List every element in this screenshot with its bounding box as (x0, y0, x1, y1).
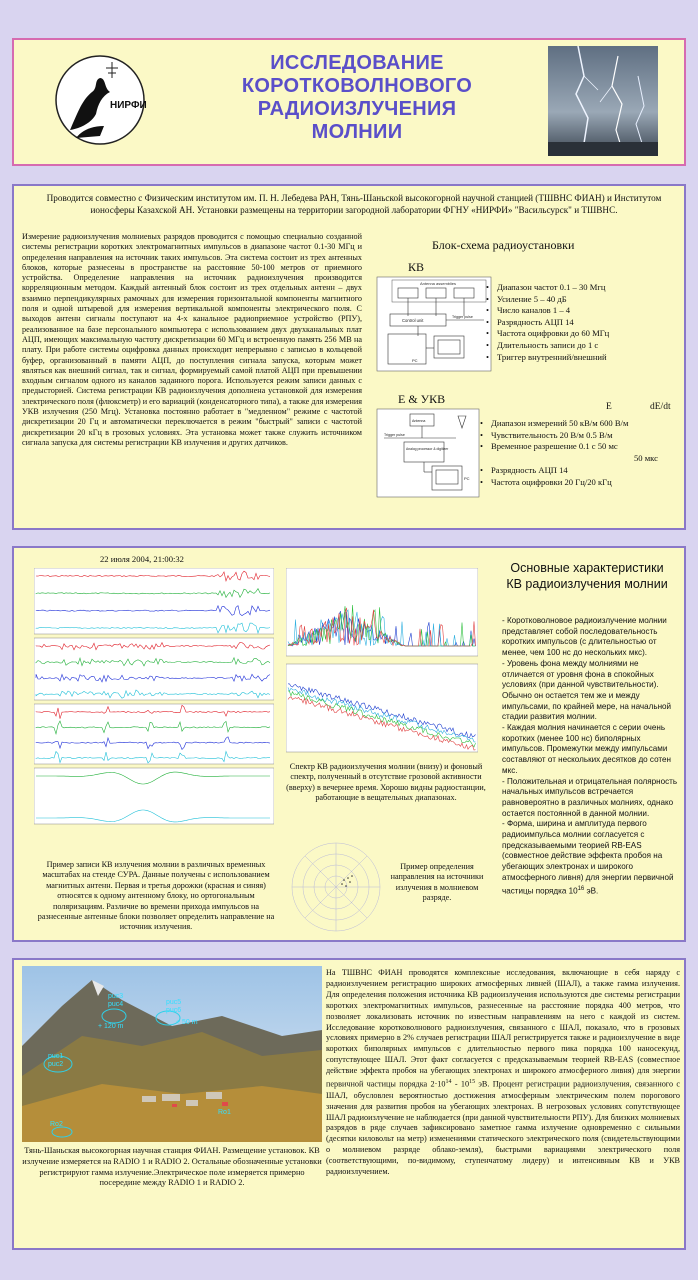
kv-param: • Диапазон частот 0.1 – 30 Мгц (486, 282, 609, 294)
euv-params-list-2 (480, 465, 612, 488)
shal-panel (12, 958, 686, 1250)
polar-caption: Пример определения направления на источники излучения в молниевом разряде. (390, 862, 484, 903)
record-date: 22 июля 2004, 21:00:32 (100, 554, 184, 564)
exponent: 15 (469, 1079, 476, 1086)
photo-label: puc6 (166, 1007, 182, 1014)
title-line: РАДИОИЗЛУЧЕНИЯ (257, 98, 457, 120)
kv-label: КВ (408, 260, 425, 274)
list-item: - Коротковолновое радиоизлучение молнии представляет собой последовательность коротких импульсов (с длительностью от менее, чем 100 нс до нескольких мкс). (502, 616, 667, 658)
list-item: - Положительная и отрицательная полярность начальных импульсов встречается равновероятно в различных молниях, однако остается постоянной в данной молнии. (502, 776, 678, 818)
euv-param: • Чувствительность 20 В/м 0.5 В/м (480, 430, 628, 442)
list-item: - Уровень фона между молниями не отличается от уровня фона в спокойных условиях (при данной чувствительности). Обычно он остается тем же и между импульсами, по крайней мере, на начальной стадии развития молнии. (502, 658, 672, 722)
waveform-plots (34, 568, 274, 850)
list-item (502, 819, 678, 897)
kv-characteristics-heading: Основные характеристики КВ радиоизлучения молнии (506, 561, 668, 591)
spectrum-caption: Спектр КВ радиоизлучения молнии (внизу) и фоновый спектр, полученный в отсутствие грозовой активности (вверху) в вечернее время. Хорошо видны радиостанции, работающие в вещательных диапазонах. (286, 762, 486, 803)
photo-label: Ro2 (50, 1121, 63, 1128)
title-line: МОЛНИИ (311, 121, 403, 143)
e-column-header: E (606, 402, 612, 412)
euv-param-extra: 50 мкс (634, 453, 658, 463)
list-item-text: - Форма, ширина и амплитуда первого радиоимпульса молнии согласуется с предсказываемыми теорией RB-EAS (совместное действие эффекта пробоя на убегающих электронах и широкого атмосферного ливня) для энергии первичной частицы порядка 10 (502, 819, 674, 896)
kv-param: • Усиление 5 – 40 дБ (486, 294, 609, 306)
kv-characteristics-list (502, 616, 678, 897)
block-scheme-title: Блок-схема радиоустановки (432, 238, 575, 252)
shal-text-b: эВ. Процент регистрации радиоизлучения, связанного с ШАЛ, обусловлен вероятностью достижения атмосферным электрическим полем порогового значения для развития пробоя на убегающих электронах. В негрозовых условиях сопутствующее ШАЛ радиоизлучение не наблюдается (при данной чувствительности РПУ). Для близких молниевых разрядов в ряде случаев зафиксировано заметное гамма излучение одновременно с сильными (десятки киловольт на метр) изменениями статического электрического поля (свидетельствующими о молниевом разряде облако-земля), быстрыми вариациями электрического поля (соответствующими, по-видимому, ступенчатому лидеру) и интенсивным КВ и УКВ радиоизлучением. (326, 1079, 680, 1177)
kv-scheme-diagram (376, 276, 492, 372)
setup-panel (12, 184, 686, 530)
photo-label: puc4 (108, 1001, 124, 1008)
kv-characteristics-panel (12, 546, 686, 942)
euv-param: • Диапазон измерений 50 кВ/м 600 В/м (480, 418, 628, 430)
list-item-unit: эВ. (584, 886, 599, 896)
waveform-caption: Пример записи КВ излучения молнии в различных временных масштабах на стенде СУРА. Данные получены с использованием магнитных антенн. Первая и третья дорожки (красная и синяя) относятся к одному антенному блоку, но ортогональным поляризациям. Различие во времени прихода импульсов на разнесенные антенные блоки позволяет определить направление на источник излучения. (37, 860, 275, 932)
euv-processor-label: Analog processor & digitizer (406, 447, 449, 451)
kv-antenna-label: Antenna assemblies (420, 281, 457, 286)
euv-pc-label: PC (464, 476, 470, 481)
logo-text: НИРФИ (110, 100, 147, 111)
euv-param: • Частота оцифровки 20 Гц/20 кГц (480, 477, 612, 489)
kv-param: • Разрядность АЦП 14 (486, 317, 609, 329)
nirfi-logo-icon (52, 52, 148, 148)
title-line: КОРОТКОВОЛНОВОГО (241, 75, 473, 97)
shal-text-a: На ТШВНС ФИАН проводятся комплексные исследования, включающие в себя наряду с радиоизлучением регистрацию широких атмосферных ливней (ШАЛ), а также гамма излучения. Для определения положения источника КВ радиоизлучения используются две системы регистрации коротких электромагнитных импульсов, разнесенные на расстояние порядка 400 метров, что позволяет локализовать источник по известным направлениям на него с каждой из систем. Исследование коротковолнового радиоизлучения, связанного с ШАЛ, показало, что в грозовых условиях примерно в 2% случаев регистрации ШАЛ регистрируется также и радиоизлучение в виде коротких биполярных импульсов с длительностью первого пика порядка 100 наносекунд, сопутствующее ШАЛ. Этот факт согласуется с предсказываемым теорией RB-EAS (совместное действие эффекта пробоя на убегающих электронах и широкого атмосферного ливня) для энергии первичной частицы порядка 2·10 (326, 968, 680, 1089)
collaboration-text: Проводится совместно с Физическим институтом им. П. Н. Лебедева РАН, Тянь-Шаньской высокогорной научной станцией (ТШВНС ФИАН) и Институтом ионосферы Казахской АН. Установки размещены на территории загородной лаборатории ФГНУ «НИРФИ» "Васильсурск" и ТШВНС. (46, 193, 662, 215)
kv-trigger-label: Trigger pulse (452, 315, 473, 319)
polar-direction-plot (286, 840, 386, 934)
shal-description (326, 968, 680, 1178)
photo-label: puc5 (166, 999, 182, 1006)
title-line: ИССЛЕДОВАНИЕ (270, 52, 444, 74)
euv-param: • Временное разрешение 0.1 с 50 мс (480, 441, 628, 453)
de-column-header: dE/dt (650, 402, 671, 412)
setup-description: Измерение радиоизлучения молниевых разрядов проводится с помощью специально созданной системы регистрации коротких электромагнитных импульсов в диапазоне частот 0.1-30 МГц и определения направления на источник таких импульсов. Эта система состоит из трех антенных блоков, которые разнесены в пространстве на расстояние 50-100 метров от приемного устройства. Определение направления на источник радиоизлучения производится корреляционным методом. Каждый антенный блок состоит из трех отдельных антенн – двух взаимно перпендикулярных рамочных для измерения горизонтальной компоненты магнитного поля и одной штыревой для измерения вертикальной компоненты электрического поля. С выходов антенн сигналы поступают на 4-х канальное радиоприемное устройство (РПУ), реализованное на базе персонального компьютера с использованием двух двухканальных плат АЦП, имеющих максимальную частоту дискретизации 60 МГц и встроенную память 256 МВ на плату. При работе системы оцифровка данных происходит непрерывно с записью в кольцевой буфер, организованный в памяти АЦП, до поступления сигнала запуска, которым может являться как внешний сигнал, так и сигнал, формируемый самой платой АЦП при превышении входным сигналом одного из каналов заданного порога. Используется режим записи данных с предысторией. Система регистрации КВ радиоизлучения дополнена установкой для измерения электрического поля (флюксметр) и его вариаций (конденсаторного типа), а также для измерения УКВ излучения (250 Мгц). Установка постоянно работает в "медленном" режиме с частотой дискретизации 20 Гц и автоматически переключается в режим "быстрый" записи с частотой дискретизации 20 кГц в грозовых условиях. Эта установка может также служить источником сигнала запуска для системы регистрации КВ излучения и других датчиков. (22, 232, 362, 447)
euv-scheme-diagram (376, 408, 480, 498)
euv-params-list (480, 418, 628, 453)
photo-label: Ro1 (218, 1109, 231, 1116)
euv-param: • Разрядность АЦП 14 (480, 465, 612, 477)
euv-trigger-label: Trigger pulse (384, 433, 405, 437)
photo-label: + 50 m (176, 1019, 198, 1026)
photo-label: puc2 (48, 1061, 64, 1068)
kv-control-label: Control unit (402, 318, 424, 323)
mountain-station-photo (22, 966, 322, 1142)
kv-param: • Длительность записи до 1 с (486, 340, 609, 352)
photo-label: puc3 (108, 993, 124, 1000)
header-panel (12, 38, 686, 166)
kv-params-list (486, 282, 609, 363)
exponent: 16 (577, 885, 585, 892)
euv-label: Е & УКВ (398, 392, 446, 406)
kv-param: • Частота оцифровки до 60 МГц (486, 328, 609, 340)
spectrum-plots (286, 568, 478, 754)
euv-sensor-label: Antenna (412, 419, 426, 423)
photo-label: puc1 (48, 1053, 64, 1060)
kv-param: • Триггер внутренний/внешний (486, 352, 609, 364)
lightning-photo (548, 46, 658, 156)
shal-text-mid: - 10 (451, 1079, 470, 1089)
page-title (214, 52, 500, 144)
list-item: - Каждая молния начинается с серии очень коротких (менее 100 нс) биполярных импульсов. Промежутки между импульсами составляют от нескольких десятков до сотен мкс. (502, 723, 671, 775)
station-photo-caption: Тянь-Шаньская высокогорная научная станция ФИАН. Размещение установок. КВ излучение измеряется на RADIO 1 и RADIO 2. Остальные обозначенные установки регистрируют гамма излучение.Электрическое поле измеряется примерно посередине между RADIO 1 и RADIO 2. (22, 1146, 322, 1188)
kv-param: • Число каналов 1 – 4 (486, 305, 609, 317)
photo-label: + 120 m (98, 1023, 124, 1030)
kv-pc-label: PC (412, 358, 418, 363)
exponent: 14 (445, 1079, 452, 1086)
